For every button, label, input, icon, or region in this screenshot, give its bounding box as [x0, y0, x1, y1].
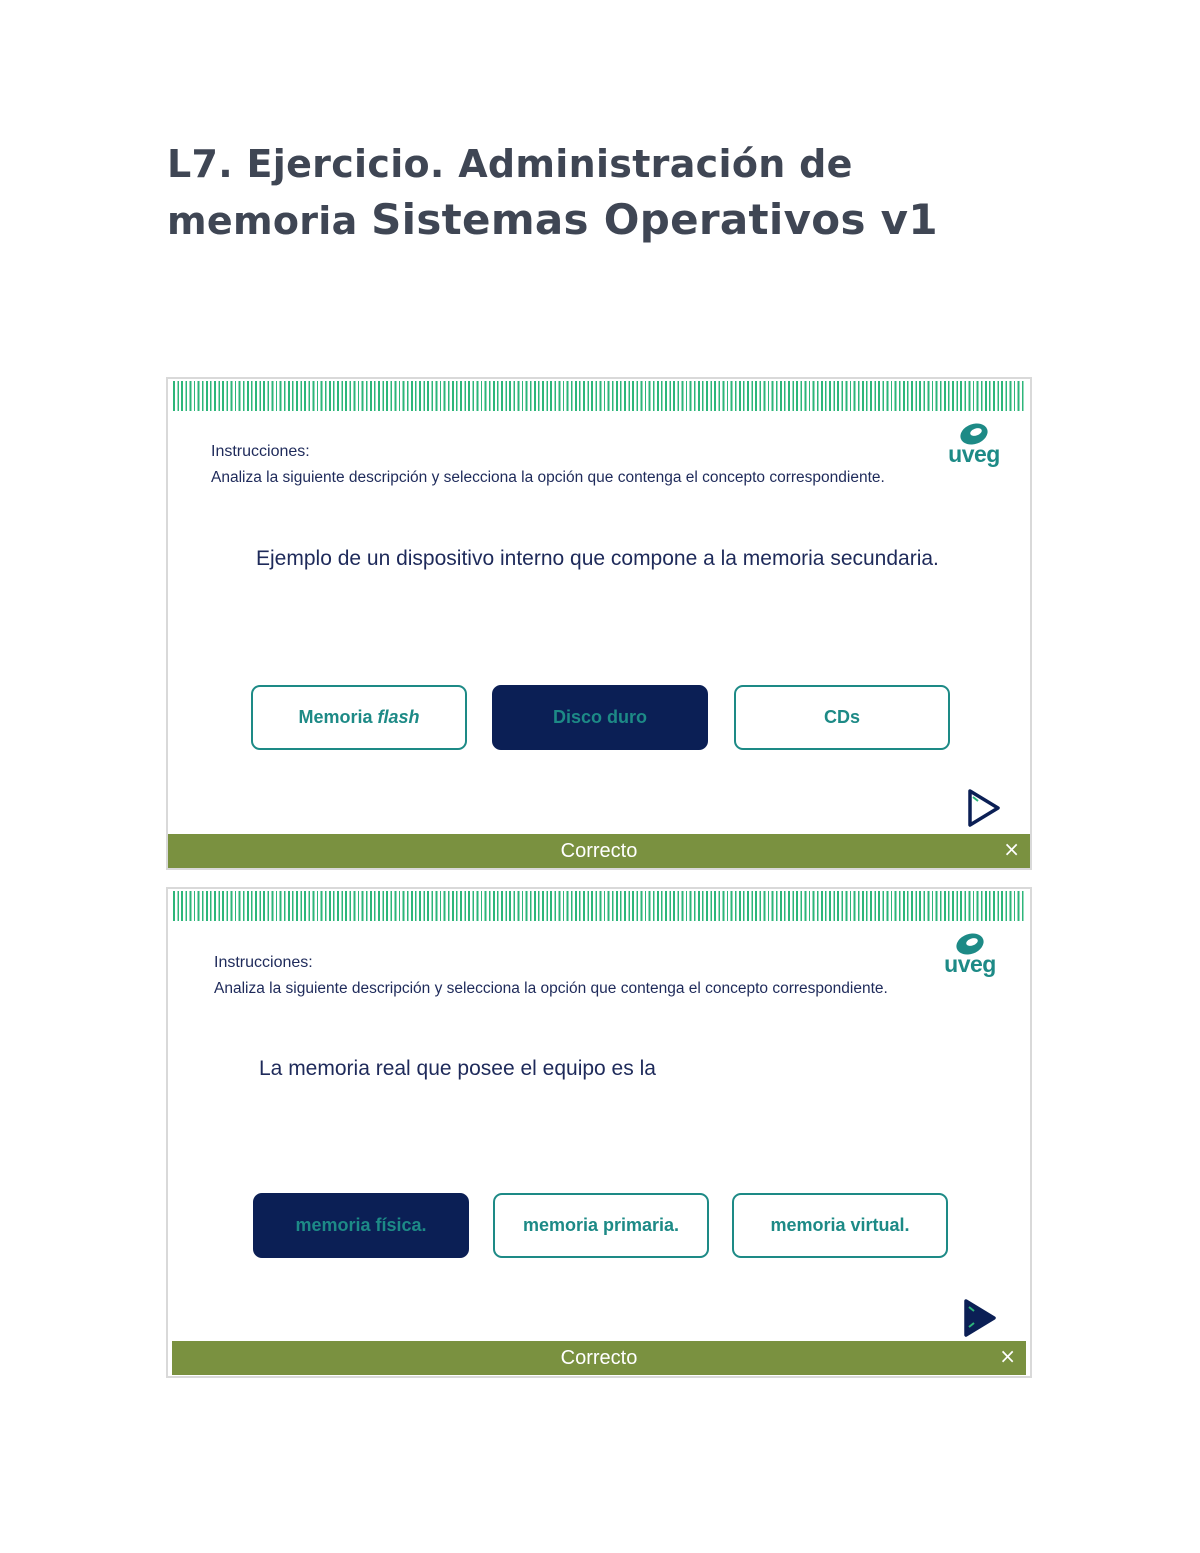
option-label: memoria virtual.: [770, 1215, 910, 1235]
question-text: La memoria real que posee el equipo es la: [259, 1057, 656, 1080]
option-disco-duro[interactable]: [492, 685, 708, 750]
option-label: CDs: [823, 707, 860, 727]
option-memoria-fisica[interactable]: [253, 1193, 469, 1258]
document-title-line2b: Sistemas Operativos v1: [371, 195, 938, 244]
exercise-slide-2: [166, 887, 1032, 1378]
logo-text: uveg: [948, 441, 1000, 467]
option-label: memoria física.: [295, 1215, 427, 1235]
play-arrow-icon[interactable]: [960, 1297, 1000, 1339]
logo-text: uveg: [944, 951, 996, 977]
document-title: [167, 138, 1067, 250]
question-text: Ejemplo de un dispositivo interno que compone a la memoria secundaria.: [256, 547, 939, 570]
instructions-text: Analiza la siguiente descripción y selecciona la opción que contenga el concepto correspondiente.: [214, 980, 888, 997]
option-label: Disco duro: [552, 707, 647, 727]
option-label: memoria primaria.: [522, 1215, 680, 1235]
option-memoria-virtual[interactable]: [732, 1193, 948, 1258]
option-label: Memoria: [298, 707, 373, 727]
exercise-slide-1: [166, 377, 1032, 870]
feedback-bar: [168, 834, 1030, 868]
close-icon[interactable]: ×: [1003, 837, 1020, 861]
document-title-line1: L7. Ejercicio. Administración de: [167, 142, 853, 186]
close-icon[interactable]: ×: [999, 1344, 1016, 1368]
decorative-stripe: [173, 381, 1025, 411]
decorative-stripe: [173, 891, 1025, 921]
feedback-text: Correcto: [560, 1346, 638, 1369]
option-memoria-flash[interactable]: [251, 685, 467, 750]
instructions-label: Instrucciones:: [214, 954, 313, 971]
instructions-text: Analiza la siguiente descripción y selecciona la opción que contenga el concepto correspondiente.: [211, 469, 885, 486]
option-label-italic: flash: [377, 707, 420, 727]
option-cds[interactable]: [734, 685, 950, 750]
instructions-label: Instrucciones:: [211, 443, 310, 460]
uveg-logo-icon: [948, 421, 1008, 477]
uveg-logo-icon: [944, 931, 1004, 987]
document-title-line2a: memoria: [167, 199, 372, 243]
feedback-bar: [172, 1341, 1026, 1375]
feedback-text: Correcto: [560, 839, 638, 862]
option-memoria-primaria[interactable]: [493, 1193, 709, 1258]
play-arrow-icon[interactable]: [964, 787, 1004, 829]
